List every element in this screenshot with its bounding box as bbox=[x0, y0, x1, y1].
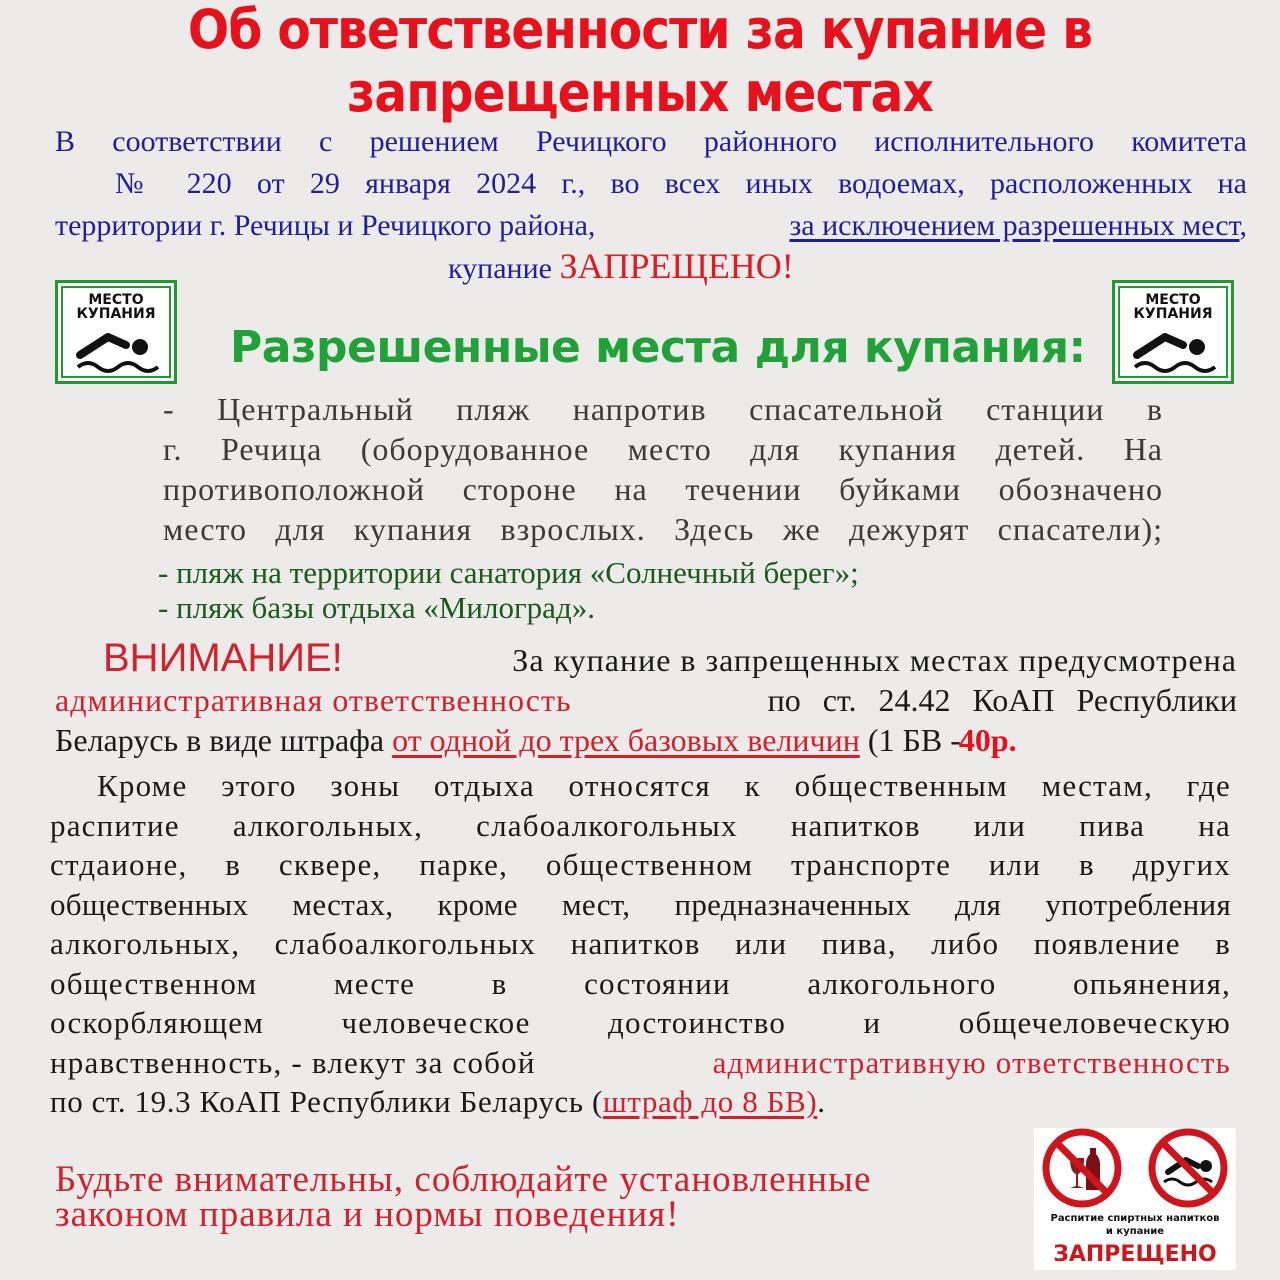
alcohol-line9-c: . bbox=[817, 1084, 826, 1119]
alcohol-line5: алкогольных, слабоалкогольных напитков или пива, либо появление в bbox=[50, 926, 1231, 961]
no-alcohol-icon bbox=[1036, 1128, 1128, 1210]
intro-exception-link: за исключением разрешенных мест bbox=[789, 209, 1240, 242]
allowed-item1-line4: место для купания взрослых. Здесь же дежурят спасатели); bbox=[163, 511, 1163, 547]
prohibition-caption bbox=[1034, 1212, 1236, 1238]
warning-line3 bbox=[55, 720, 1017, 760]
alcohol-line9-a: по ст. 19.3 КоАП Республики Беларусь ( bbox=[50, 1084, 603, 1119]
warning-line3-c: (1 БВ - bbox=[867, 722, 961, 758]
warning-line3-a: Беларусь в виде штрафа bbox=[55, 722, 385, 758]
alcohol-line7: оскорбляющем человеческое достоинство и общечеловеческую bbox=[50, 1005, 1231, 1040]
sign-label-line1: МЕСТО bbox=[1145, 292, 1201, 308]
prohibition-caption-line1: Распитие спиртных напитков bbox=[1050, 1213, 1220, 1224]
alcohol-line2: распитие алкогольных, слабоалкогольных напитков или пива на bbox=[50, 808, 1231, 843]
intro-line1: В соответствии с решением Речицкого районного исполнительного комитета bbox=[55, 125, 1247, 158]
prohibited-text: ЗАПРЕЩЕНО! bbox=[559, 246, 794, 286]
no-swimming-icon bbox=[1142, 1128, 1234, 1210]
allowed-places-heading: Разрешенные места для купания: bbox=[230, 322, 1086, 373]
fine-range-text: от одной до трех базовых величин bbox=[392, 722, 860, 758]
alcohol-line1: Кроме этого зоны отдыха относятся к общественным местам, где bbox=[97, 768, 1231, 803]
admin-liability-text: административная ответственность bbox=[55, 682, 572, 718]
page-title-line1: Об ответственности за купание в bbox=[187, 0, 1093, 61]
allowed-item1-line1: - Центральный пляж напротив спасательной станции в bbox=[163, 391, 1163, 427]
intro-line3-comma: , bbox=[1239, 209, 1247, 242]
attention-label: ВНИМАНИЕ! bbox=[103, 636, 343, 680]
prohibition-sign bbox=[1034, 1128, 1236, 1270]
intro-line3 bbox=[55, 206, 1247, 246]
prohibition-caption-title: ЗАПРЕЩЕНО bbox=[1053, 1242, 1217, 1267]
allowed-item1-line3: противоположной стороне на течении буйками обозначено bbox=[163, 471, 1163, 507]
admin-liability-text-2: административную ответственность bbox=[712, 1045, 1231, 1080]
prohibition-caption-line2: и купание bbox=[1105, 1226, 1165, 1237]
alcohol-line8-a: нравственность, - влекут за собой bbox=[50, 1045, 536, 1080]
closing-line2: законом правила и нормы поведения! bbox=[55, 1194, 680, 1235]
closing-line1: Будьте внимательны, соблюдайте установленные bbox=[55, 1159, 872, 1200]
alcohol-line6: общественном месте в состоянии алкогольного опьянения, bbox=[50, 966, 1231, 1001]
intro-line4-a: купание bbox=[448, 252, 552, 285]
sign-label-line1: МЕСТО bbox=[88, 292, 144, 308]
warning-line1 bbox=[55, 636, 1237, 681]
base-value-amount: 40р. bbox=[958, 722, 1017, 758]
intro-line4 bbox=[448, 246, 794, 289]
alcohol-line9 bbox=[50, 1082, 826, 1122]
page-title-line2: запрещенных местах bbox=[346, 61, 934, 124]
swimmer-icon bbox=[1127, 323, 1221, 375]
allowed-item3: - пляж базы отдыха «Милоград». bbox=[158, 590, 595, 625]
warning-line2 bbox=[55, 680, 1237, 720]
allowed-item1-line2: г. Речица (оборудованное место для купания детей. На bbox=[163, 431, 1163, 467]
swim-place-sign-left bbox=[55, 280, 177, 384]
warning-line2-rest: по ст. 24.42 КоАП Республики bbox=[767, 682, 1237, 718]
intro-line2: № 220 от 29 января 2024 г., во всех иных водоемах, расположенных на bbox=[115, 167, 1247, 200]
sign-label-line2: КУПАНИЯ bbox=[1133, 306, 1213, 322]
alcohol-line8 bbox=[50, 1043, 1231, 1083]
intro-line3-a: территории г. Речицы и Речицкого района, bbox=[55, 209, 596, 242]
sign-label-line2: КУПАНИЯ bbox=[76, 306, 156, 322]
fine-limit-text: штраф до 8 БВ) bbox=[602, 1084, 818, 1119]
allowed-item2: - пляж на территории санатория «Солнечный берег»; bbox=[158, 555, 859, 590]
swim-place-sign-right bbox=[1112, 280, 1234, 384]
alcohol-line3: стдаионе, в сквере, парке, общественном транспорте или в других bbox=[50, 847, 1231, 882]
alcohol-line4: общественных местах, кроме мест, предназначенных для употребления bbox=[50, 887, 1231, 922]
swimmer-icon bbox=[70, 323, 164, 375]
warning-line1-rest: За купание в запрещенных местах предусмотрена bbox=[512, 642, 1237, 678]
